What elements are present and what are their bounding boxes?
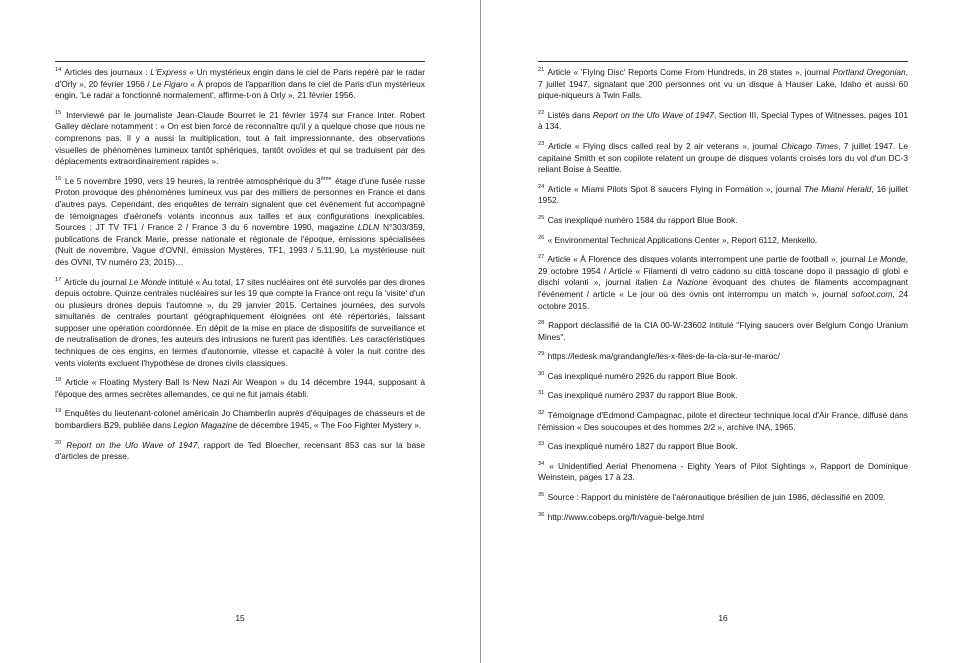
footnote-text: Article « Miami Pilots Spot 8 saucers Flying in Formation », journal	[547, 183, 804, 194]
footnote-text: , 7 juillet 1947, signalant que 200 personnes ont vu un disque à Hauser Lake, Idaho et aussi 60 pique-niqueurs à Twin Falls.	[538, 67, 908, 101]
footnote-text: , Section III, Special Types of Witnesses, pages 101 à 134.	[538, 109, 908, 132]
footnote-title: Report on the Ufo Wave of 1947	[66, 439, 198, 450]
footnote-number: 33	[538, 441, 545, 448]
footnote-number: 19	[55, 408, 62, 415]
footnote	[55, 377, 425, 400]
footnote-text: étage d'une fusée russe Proton provoque des phénomènes lumineux vus par des milliers de personnes en France et dans d'autres pays. Cependant, des enquêtes de terrain signalent que cet événement fut accompagné de témoignages d'aéronefs volants inconnus aux tailles et aux configurations inexplicables. Sources : JT TV TF1 / France 2 / France 3 du 6 novembre 1990, magazine	[55, 175, 426, 233]
footnote-rule	[538, 61, 908, 62]
footnote-number: 21	[538, 67, 545, 73]
footnote	[538, 110, 908, 133]
footnote-text: intitulé « Au total, 17 sites nucléaires ont été survolés par des drones depuis octobre. Quinze centrales nucléaires sur les 19 que compte la France ont reçu la 'visite' d'un ou plusieurs drones depuis l'automne », du 29 janvier 2015. Certaines journées, des survols simultanés de centrales pourtant géographiquement éloignées ont été répertoriés, laissant supposer une opération coordonnée. En dépit de la mise en place de dispositifs de surveillance et de neutralisation de drones, les auteurs des intrusions ne furent pas identifiés. Les caractéristiques techniques de ces engins, en termes d'autonomie, vitesse et capacité à voler la nuit contre des vents violents excluent l'hypothèse de drones civils classiques.	[55, 276, 425, 368]
footnote-text: Cas inexpliqué numéro 2937 du rapport Blue Book.	[547, 390, 738, 401]
ordinal-suffix: ème	[320, 175, 332, 182]
footnote-text: https://ledesk.ma/grandangle/les-x-files-de-la-cia-sur-le-maroc/	[547, 351, 780, 362]
footnote-text: Listés dans	[547, 109, 593, 120]
footnote	[55, 440, 425, 463]
footnote-text: , rapport de Ted Bloecher, recensant 853 cas sur la base d'articles de presse.	[55, 439, 425, 462]
footnote	[538, 215, 908, 227]
footnote-text: , 29 octobre 1954 / Article « Filamenti di vetro cadono su città toscane dopo il passagio di globi e dischi volanti », journal italien	[538, 254, 908, 288]
footnote-text: Cas inexpliqué numéro 2926 du rapport Blue Book.	[547, 370, 738, 381]
footnote-title: Report on the Ufo Wave of 1947	[592, 109, 714, 120]
footnote-title: Le Monde	[868, 254, 906, 265]
footnote-title: Portland Oregonian	[832, 67, 906, 77]
footnote-text: , 16 juillet 1952.	[538, 183, 909, 206]
footnotes-list	[538, 67, 908, 531]
footnote-text: Article « 'Flying Disc' Reports Come From Hundreds, in 28 states », journal	[547, 67, 833, 77]
footnote-rule	[55, 61, 425, 62]
footnote-title: The Miami Herald	[803, 183, 872, 194]
footnote-number: 15	[55, 109, 62, 116]
page-number: 16	[718, 613, 728, 623]
footnote	[538, 67, 908, 102]
footnote-title: LDLN	[357, 222, 380, 233]
footnote	[538, 141, 908, 176]
footnote-text: Articles des journaux :	[64, 67, 151, 77]
footnote-text: http://www.cobeps.org/fr/vague-belge.html	[547, 511, 704, 522]
footnote-number: 24	[538, 183, 545, 190]
footnote-text: Source : Rapport du ministère de l'aéronautique brésilien de juin 1986, déclassifié en 2009.	[547, 492, 886, 503]
footnote-text: Interviewé par le journaliste Jean-Claude Bourret le 21 février 1974 sur France Inter. Robert Galley déclare notamment : « On est bien forcé de reconnaître qu'il y a quelque chose que nous ne comprenons pas. Il y a aussi la multiplication, tout à fait impressionnante, des observations visuelles de phénomènes lumineux tantôt sphériques, tantôt ovoïdes et qui se traduisent par des déplacements extraordinairement rapides ».	[55, 109, 425, 167]
footnote-number: 16	[55, 175, 62, 182]
footnote-text: , 7 juillet 1947. Le capitaine Smith et son copilote relatent un groupe de disques volants croisés lors du vol d'un DC-3 reliant Boise à Seattle.	[538, 140, 908, 175]
footnote	[55, 110, 425, 168]
footnote	[538, 461, 908, 484]
footnote-number: 14	[55, 67, 62, 73]
footnote-title: Le Figaro	[152, 78, 188, 89]
footnote	[538, 441, 908, 453]
footnote-title: Le Monde	[129, 276, 167, 287]
footnote-number: 32	[538, 410, 545, 417]
footnote-number: 28	[538, 320, 545, 327]
footnote-text: « Environmental Technical Applications Center », Report 6112, Menkello.	[547, 234, 818, 245]
footnote-text: « Un mystérieux engin dans le ciel de Paris repéré par le radar d'Orly », 20 février 1956 /	[55, 67, 425, 89]
footnote-number: 34	[538, 460, 545, 467]
footnote	[538, 410, 908, 433]
footnote-number: 27	[538, 254, 545, 261]
footnote-text: Enquêtes du lieutenant-colonel américain Jo Chamberlin auprès d'équipages de chasseurs et de bombardiers B29, publiée dans	[55, 408, 425, 431]
footnote-number: 23	[538, 140, 545, 147]
footnote-number: 26	[538, 234, 545, 241]
footnote-number: 22	[538, 109, 545, 116]
footnote	[538, 371, 908, 383]
footnote-text: Article du journal	[64, 276, 130, 287]
footnote-text: Cas inexpliqué numéro 1584 du rapport Blue Book.	[547, 214, 738, 225]
footnote-number: 25	[538, 214, 545, 221]
footnote-number: 20	[55, 439, 62, 446]
footnote-number: 31	[538, 390, 545, 397]
footnote-text: Rapport déclassifié de la CIA 00-W-23602 intitulé "Flying saucers over Belgium Congo Uranium Mines".	[538, 320, 909, 342]
footnote-text: Le 5 novembre 1990, vers 19 heures, la rentrée atmosphérique du 3	[64, 175, 321, 186]
footnote	[55, 408, 425, 431]
footnote-text: évoquant des chutes de filaments accompagnant l'événement / article « Le jour où des ovnis ont interrompu un match », journal	[538, 277, 909, 299]
footnote	[538, 390, 908, 402]
footnote-text: « À propos de l'apparition dans le ciel de Paris d'un mystérieux engin, 'Le radar a fonctionné normalement', affirme-t-on à Orly », 21 février 1956.	[55, 78, 425, 101]
footnote-text: Article « À Florence des disques volants interrompent une partie de football », journal	[547, 254, 869, 265]
footnote	[538, 320, 908, 343]
footnote-text: « Unidentified Aerial Phenomena - Eighty Years of Pilot Sightings », Rapport de Dominique Weinstein, pages 17 à 23.	[538, 460, 908, 483]
footnotes-list	[55, 67, 425, 471]
footnote-number: 36	[538, 511, 545, 518]
footnote	[538, 184, 908, 207]
footnote	[538, 254, 908, 312]
footnote-text: Article « Floating Mystery Ball Is New Nazi Air Weapon » du 14 décembre 1944, supposant à l'époque des armes secrètes allemandes, ce qui ne fut jamais établi.	[55, 377, 425, 399]
footnote-number: 35	[538, 492, 545, 499]
footnote-text: Témoignage d'Edmond Campagnac, pilote et directeur technique local d'Air France, diffusé dans l'émission « Des soucoupes et des hommes 2/2 », archive INA, 1965.	[538, 410, 908, 432]
footnote	[538, 492, 908, 504]
page-number: 15	[235, 613, 245, 623]
footnote-number: 17	[55, 276, 62, 283]
footnote-title: La Nazione	[662, 277, 708, 288]
footnote	[55, 67, 425, 102]
footnote-text: , 24 octobre 2015.	[538, 288, 908, 311]
footnote-number: 18	[55, 377, 62, 384]
footnote	[55, 176, 425, 269]
footnote	[55, 277, 425, 370]
footnote-text: Article « Flying discs called real by 2 air veterans », journal	[548, 140, 782, 151]
footnote-title: sofoot.com	[851, 288, 893, 299]
footnote-text: Cas inexpliqué numéro 1827 du rapport Blue Book.	[547, 441, 738, 452]
footnote-text: N°303/359, publications de Franck Marie, presse nationale et régionale de l'époque, émissions spécialisées (Nuit de novembre, Vague d'OVNI, émission Mystères, TF1, 1993 / 5.11.90, La mystérieuse nuit des OVNI, TV numéro 23, 2015)…	[55, 222, 425, 267]
footnote-title: Legion Magazine	[173, 420, 238, 431]
footnote	[538, 235, 908, 247]
footnote-text: de décembre 1945, « The Foo Fighter Mystery ».	[237, 420, 422, 431]
footnote	[538, 512, 908, 524]
footnote-title: L'Express	[150, 67, 187, 77]
footnote-number: 29	[538, 351, 545, 358]
page-right	[481, 0, 960, 663]
footnote-title: Chicago Times	[781, 140, 839, 151]
footnote-number: 30	[538, 370, 545, 377]
footnote	[538, 351, 908, 363]
